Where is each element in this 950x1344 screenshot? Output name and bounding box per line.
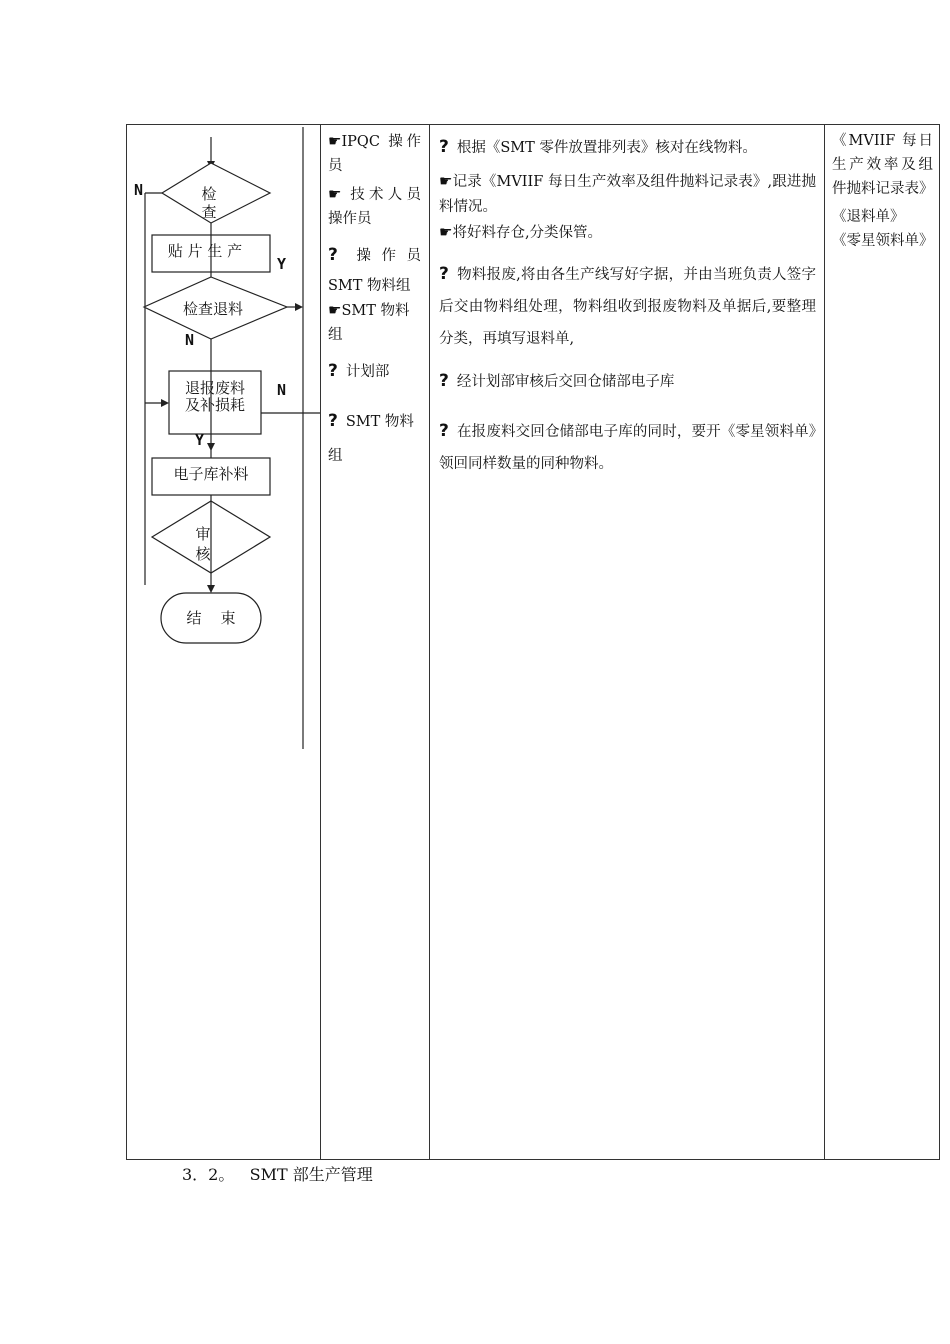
responsible-entry (328, 404, 421, 473)
description-item (439, 169, 816, 220)
description-item (439, 369, 816, 395)
scrap-label-1: 退报废料 (184, 379, 246, 397)
question-icon: ? (328, 411, 338, 431)
arrow-head (295, 303, 303, 311)
responsible-text: 操作员 (345, 248, 421, 264)
section-title: SMT 部生产管理 (249, 1165, 373, 1184)
description-column (429, 125, 824, 1159)
description-text: 将好料存仓,分类保管。 (452, 225, 603, 241)
pointing-hand-icon: ☛ (439, 223, 453, 241)
responsible-entry: SMT 物料组 (328, 278, 411, 294)
question-icon: ? (328, 245, 338, 265)
flowchart (127, 125, 320, 825)
responsible-text: SMT 物料组 (328, 414, 414, 464)
question-icon: ? (439, 137, 449, 157)
description-text: 根据《SMT 零件放置排列表》核对在线物料。 (456, 140, 757, 156)
arrow-head (207, 585, 215, 593)
pointing-hand-icon: ☛ (328, 185, 342, 203)
form-reference: 《零星领料单》 (832, 233, 934, 249)
question-icon: ? (439, 421, 449, 441)
section-heading (182, 1162, 373, 1185)
scrap-label-2: 及补损耗 (184, 396, 246, 414)
review-label-1: 审 (195, 525, 211, 543)
end-label: 结 束 (186, 609, 236, 627)
section-number: 3．2。 (182, 1165, 235, 1184)
responsible-text: IPQC 操作员 (328, 134, 421, 174)
inspect-return-label: 检查退料 (182, 300, 244, 318)
pointing-hand-icon: ☛ (328, 301, 342, 319)
responsible-entry (328, 359, 421, 384)
responsible-entry (328, 129, 421, 178)
label-n-under: N (185, 331, 195, 349)
arrow-head (207, 443, 215, 451)
responsible-entry (328, 182, 421, 207)
responsible-text: 计划部 (345, 364, 390, 380)
pointing-hand-icon: ☛ (439, 172, 453, 190)
form-reference: 《退料单》 (832, 209, 905, 225)
smt-production-label: 贴 片 生 产 (167, 242, 243, 260)
inspect-label-2: 查 (201, 203, 217, 221)
description-text: 物料报废,将由各生产线写好字据，并由当班负责人签字后交由物料组处理，物料组收到报废物料及单据后,要整理分类，再填写退料单, (439, 267, 816, 347)
responsible-column (320, 125, 429, 1159)
warehouse-replenish-label: 电子库补料 (173, 465, 249, 483)
procedure-table (126, 124, 940, 1160)
responsible-text: 技术人员 (350, 187, 421, 203)
description-item (439, 220, 816, 246)
question-icon: ? (328, 361, 338, 381)
description-text: 在报废料交回仓储部电子库的同时，要开《零星领料单》领回同样数量的同种物料。 (439, 424, 816, 472)
arrow-head (161, 399, 169, 407)
forms-column (824, 125, 941, 1159)
question-icon: ? (439, 371, 449, 391)
description-text: 经计划部审核后交回仓储部电子库 (456, 374, 675, 390)
form-reference: 《MVIIF 每日生产效率及组件抛料记录表》 (832, 133, 934, 197)
label-y-right: Y (277, 255, 287, 273)
label-y-under: Y (195, 431, 205, 449)
description-item (439, 415, 816, 480)
inspect-label-1: 检 (201, 185, 217, 203)
review-label-2: 核 (195, 545, 211, 563)
question-icon: ? (439, 264, 449, 284)
description-text: 记录《MVIIF 每日生产效率及组件抛料记录表》,跟进抛料情况。 (439, 174, 816, 215)
label-n-left: N (134, 181, 144, 199)
responsible-entry: 操作员 (328, 211, 372, 227)
responsible-entry (328, 243, 421, 268)
responsible-text: SMT 物料组 (328, 303, 410, 343)
description-item (439, 258, 816, 355)
label-n-right: N (277, 381, 287, 399)
description-item (439, 135, 816, 161)
pointing-hand-icon: ☛ (328, 132, 342, 150)
responsible-entry (328, 298, 421, 347)
